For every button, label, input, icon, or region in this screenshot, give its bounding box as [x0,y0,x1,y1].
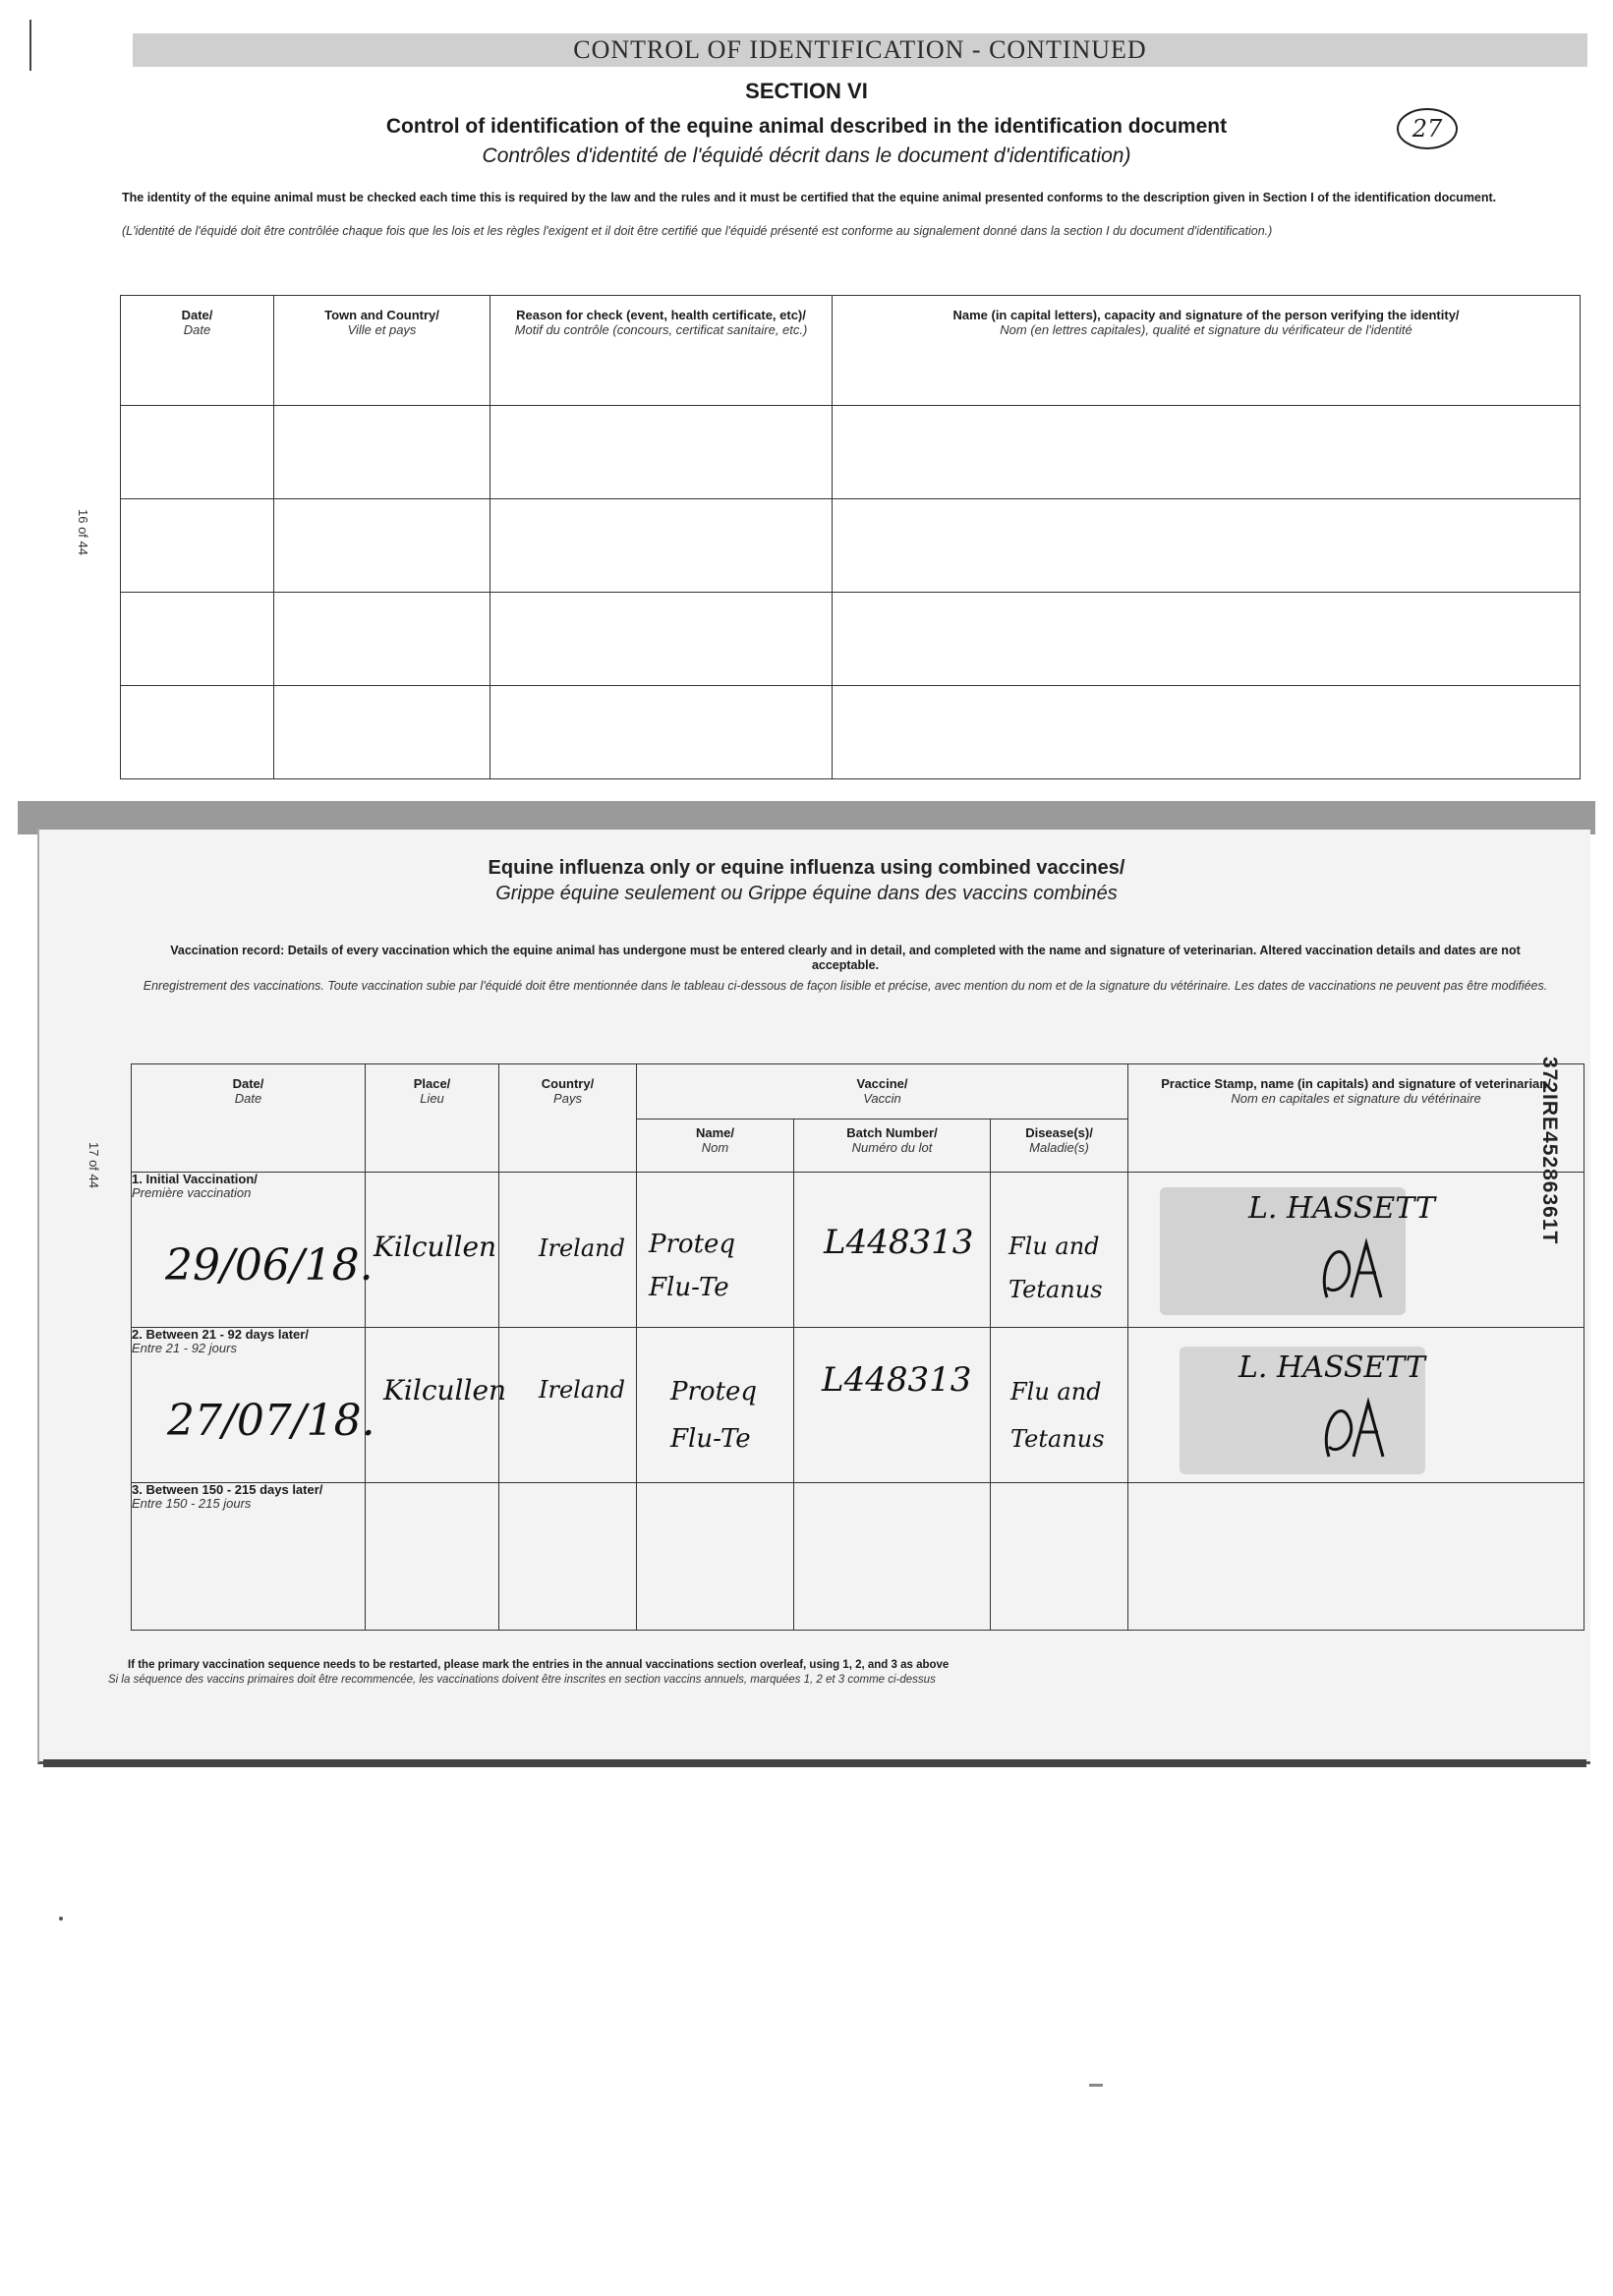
header-date: Date/ Date [121,296,274,406]
header-verifier: Name (in capital letters), capacity and signature of the person verifying the identity/ Nom (en lettres capitales), qualité et signature du vérificateur de l'identité [833,296,1581,406]
cell-place[interactable] [366,1483,499,1631]
cell-reason[interactable] [490,686,833,779]
table-header-row [121,296,1581,406]
cell-date[interactable] [121,406,274,499]
handwritten-country-2: Ireland [539,1376,625,1404]
handwritten-disease-1: Flu and Tetanus [1008,1233,1103,1303]
cell-town[interactable] [274,686,490,779]
handwritten-place-2: Kilcullen [383,1374,507,1406]
vaccination-header-row [132,1064,1584,1119]
document-code: 372IRE45286361T [1538,1057,1561,1245]
scan-speck [1089,2084,1103,2087]
table-row [121,686,1581,779]
handwritten-place-1: Kilcullen [374,1231,497,1263]
vaccination-record-english: Vaccination record: Details of every vaccination which the equine animal has undergone must be entered clearly and in detail, and completed with the name and signature of veterinarian. Altered vaccination details and dates are not acceptable. [170,944,1521,972]
intro-english: The identity of the equine animal must be checked each time this is required by the law and the rules and it must be certified that the equine animal presented conforms to the description given in Section I of the identification document. [122,191,1497,204]
vheader-disease: Disease(s)/ Maladie(s) [991,1119,1128,1173]
vheader-date: Date/ Date [132,1064,366,1173]
vaccination-row-3 [132,1483,1584,1631]
cell-verifier[interactable] [833,499,1581,593]
cell-verifier[interactable] [833,686,1581,779]
heading-english: Control of identification of the equine animal described in the identification document [385,115,1228,138]
vheader-batch: Batch Number/ Numéro du lot [794,1119,991,1173]
identification-table [120,295,1581,779]
cell-town[interactable] [274,593,490,686]
handwritten-vaccine-2: Proteq Flu-Te [670,1377,758,1454]
cell-verifier[interactable] [833,406,1581,499]
table-row [121,499,1581,593]
section-banner: CONTROL OF IDENTIFICATION - CONTINUED [133,33,1587,67]
cell-town[interactable] [274,499,490,593]
cell-batch[interactable] [794,1328,991,1483]
table-row [121,406,1581,499]
intro-french: (L'identité de l'équidé doit être contrôlée chaque fois que les lois et les règles l'exigent et il doit être certifié que l'équidé présenté est conforme au signalement donné dans la section I du document d'identification.) [122,224,1273,238]
cell-disease[interactable] [991,1483,1128,1631]
handwritten-vet-name-1: L. HASSETT [1248,1191,1435,1226]
handwritten-date-1: 29/06/18. [165,1240,374,1291]
cell-date[interactable] [121,686,274,779]
row-label: 3. Between 150 - 215 days later/ Entre 150 - 215 jours [132,1483,366,1631]
cell-vaccine-name[interactable] [637,1483,794,1631]
footnote-french: Si la séquence des vaccins primaires doit être recommencée, les vaccinations doivent être inscrites en section vaccins annuels, marquées 1, 2 et 3 comme ci-dessus [108,1674,936,1686]
cell-town[interactable] [274,406,490,499]
cell-batch[interactable] [794,1483,991,1631]
vheader-country: Country/ Pays [499,1064,637,1173]
handwritten-batch-2: L448313 [822,1360,972,1400]
page-number-lower: 17 of 44 [86,1142,101,1188]
vaccination-title-french: Grippe équine seulement ou Grippe équine dans des vaccins combinés [495,883,1118,904]
header-reason: Reason for check (event, health certificate, etc)/ Motif du contrôle (concours, certificat sanitaire, etc.) [490,296,833,406]
cell-reason[interactable] [490,499,833,593]
handwritten-country-1: Ireland [539,1234,625,1262]
row-label: 1. Initial Vaccination/ Première vaccination [132,1173,366,1328]
cell-country[interactable] [499,1483,637,1631]
cell-reason[interactable] [490,406,833,499]
vheader-name: Name/ Nom [637,1119,794,1173]
handwritten-vet-name-2: L. HASSETT [1239,1350,1425,1385]
binding-mark [29,20,31,71]
page-bottom-edge [43,1759,1586,1767]
table-row [121,593,1581,686]
handwritten-disease-2: Flu and Tetanus [1010,1378,1105,1453]
circled-page-number [1394,104,1461,153]
vheader-stamp: Practice Stamp, name (in capitals) and signature of veterinarian/ Nom en capitales et signature du vétérinaire [1128,1064,1584,1173]
handwritten-date-2: 27/07/18. [167,1396,375,1446]
cell-country[interactable] [499,1328,637,1483]
page-mark-text: 27 [1411,115,1443,143]
cell-date[interactable] [121,499,274,593]
cell-verifier[interactable] [833,593,1581,686]
handwritten-vaccine-1: Proteq Flu-Te [649,1230,736,1302]
footnote-english: If the primary vaccination sequence needs to be restarted, please mark the entries in the annual vaccinations section overleaf, using 1, 2, and 3 as above [128,1659,950,1671]
cell-date[interactable] [121,593,274,686]
section-title: SECTION VI [745,79,868,103]
vheader-vaccine: Vaccine/ Vaccin [637,1064,1128,1119]
handwritten-batch-1: L448313 [824,1223,974,1262]
header-town-country: Town and Country/ Ville et pays [274,296,490,406]
vet-signature-1 [1307,1229,1396,1307]
scan-speck [59,1917,63,1921]
vheader-place: Place/ Lieu [366,1064,499,1173]
cell-reason[interactable] [490,593,833,686]
vet-signature-2 [1309,1388,1398,1466]
vaccination-title-english: Equine influenza only or equine influenza using combined vaccines/ [488,857,1125,879]
vaccination-record-french: Enregistrement des vaccinations. Toute vaccination subie par l'équidé doit être mentionnée dans le tableau ci-dessous de façon lisible et précise, avec mention du nom et de la signature du vétérinaire. Les dates de vaccinations ne peuvent pas être modifiées. [143,979,1548,993]
heading-french: Contrôles d'identité de l'équidé décrit dans le document d'identification) [482,144,1131,167]
row-label: 2. Between 21 - 92 days later/ Entre 21 - 92 jours [132,1328,366,1483]
cell-stamp[interactable] [1128,1483,1584,1631]
page-number-upper: 16 of 44 [76,509,90,555]
